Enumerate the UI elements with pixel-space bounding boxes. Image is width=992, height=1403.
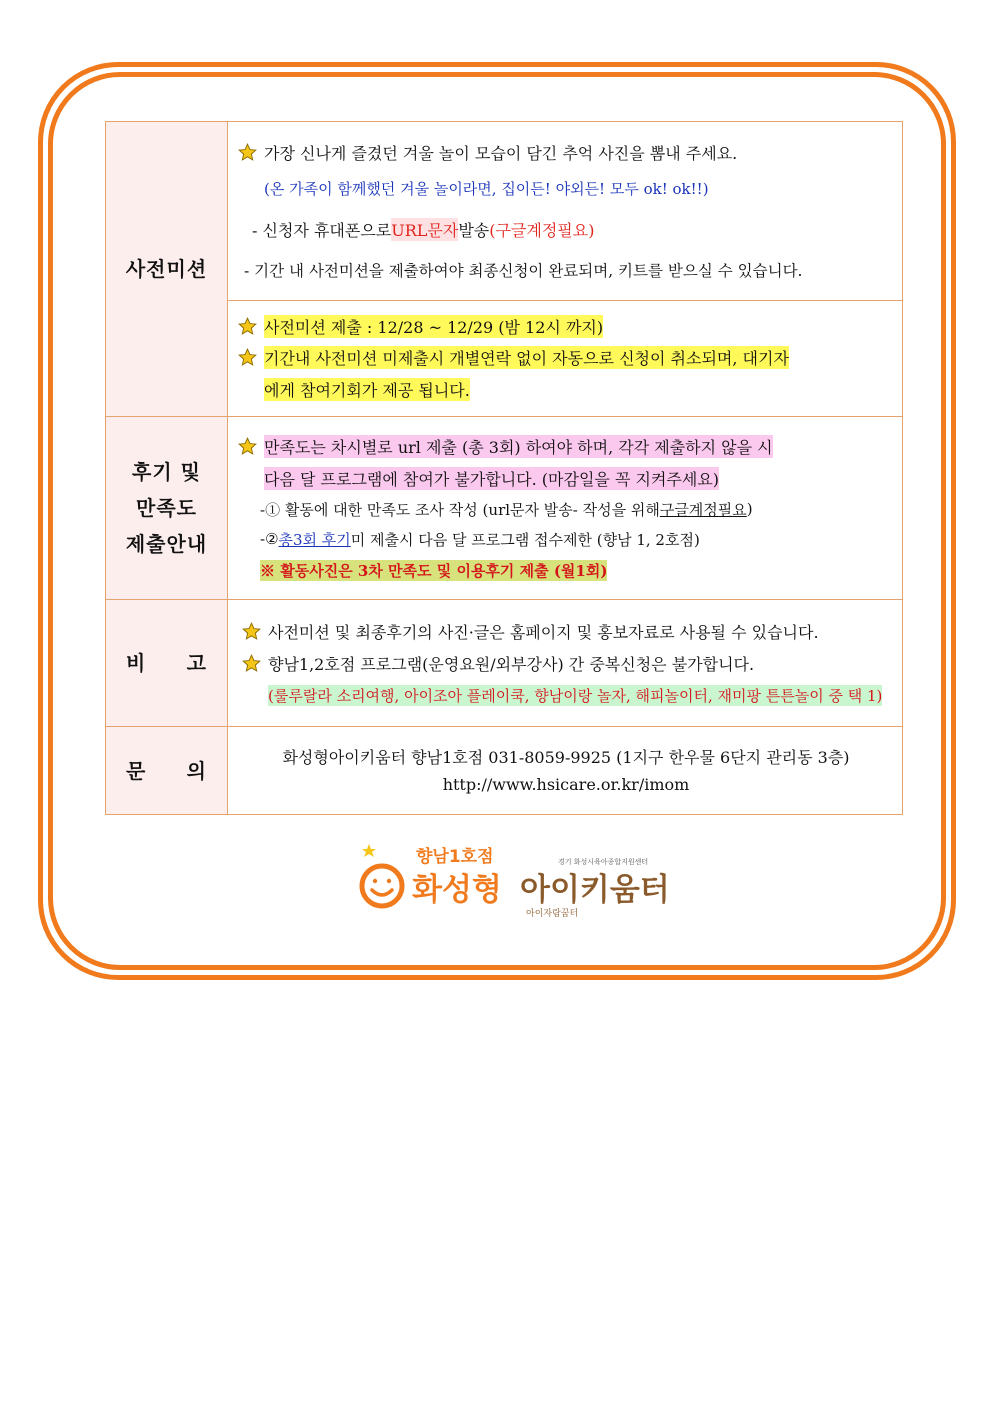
- review-note: [238, 554, 894, 586]
- contact-row: [106, 727, 903, 815]
- review-text-2: 다음 달 프로그램에 참여가 불가합니다. (마감일을 꼭 지켜주세요): [264, 467, 719, 490]
- mission-text-3: - 신청자 휴대폰으로: [252, 220, 392, 240]
- star-icon: [238, 143, 257, 162]
- remarks-line-2: [238, 647, 894, 679]
- review-text-1: 만족도는 차시별로 url 제출 (총 3회) 하여야 하며, 각각 제출하지 않을 시: [264, 435, 773, 458]
- review-header-line-1: 후기 및: [132, 460, 201, 484]
- review-line-2: [238, 462, 894, 494]
- remarks-row: [106, 600, 903, 727]
- activity-photo-note: ※ 활동사진은 3차 만족도 및 이용후기 제출 (월1회): [260, 561, 608, 580]
- hwaseong-ikiumteo-logo: [358, 842, 678, 922]
- remarks-line-1: [238, 615, 894, 647]
- program-list-note: (룰루랄라 소리여행, 아이조아 플레이쿡, 향남이랑 놀자, 해피놀이터, 재미팡 튼튼놀이 중 택 1): [268, 686, 883, 705]
- review-row: [106, 417, 903, 600]
- review-description: [228, 417, 903, 600]
- mission-text-1: 가장 신나게 즐겼던 겨울 놀이 모습이 담긴 추억 사진을 뽐내 주세요.: [264, 143, 738, 163]
- star-icon: [238, 317, 257, 336]
- google-account-required: 구글계정필요: [659, 500, 747, 519]
- remarks-text-1: 사전미션 및 최종후기의 사진·글은 홈페이지 및 홍보자료로 사용될 수 있습니다.: [268, 622, 819, 642]
- review-item-1-close: ): [746, 500, 753, 518]
- review-header: [106, 417, 228, 600]
- review-item-2-prefix: -②: [260, 530, 279, 548]
- mission-deadline-cell: [228, 301, 903, 417]
- mission-line-2: (온 가족이 함께했던 겨울 놀이라면, 집이든! 야외든! 모두 ok! ok!!): [264, 179, 709, 198]
- logo-branch: 향남1호점: [416, 847, 494, 867]
- warning-text-1: 기간내 사전미션 미제출시 개별연락 없이 자동으로 신청이 취소되며, 대기자: [264, 346, 789, 369]
- logo-name-b: 아이키움터: [520, 872, 670, 908]
- mission-line-1: [238, 136, 894, 168]
- total-3-reviews-link[interactable]: 총3회 후기: [278, 530, 351, 549]
- star-icon: [242, 622, 261, 641]
- star-icon: [242, 654, 261, 673]
- mission-row-top: [106, 122, 903, 301]
- google-account-note: (구글계정필요): [489, 220, 595, 240]
- review-header-line-3: 제출안내: [125, 532, 208, 556]
- contact-address: 화성형아이키움터 향남1호점 031-8059-9925 (1지구 한우물 6단지 관리동 3층): [282, 747, 850, 767]
- contact-header: 문 의: [106, 727, 228, 815]
- logo-name-a: 화성형: [412, 872, 502, 908]
- contact-url[interactable]: http://www.hsicare.or.kr/imom: [442, 774, 690, 794]
- mission-line-3: [238, 208, 894, 250]
- remarks-line-3: [238, 679, 894, 711]
- review-item-2: [238, 524, 894, 554]
- remarks-header: 비 고: [106, 600, 228, 727]
- review-header-line-2: 만족도: [136, 496, 197, 520]
- mission-header: 사전미션: [106, 122, 228, 417]
- review-item-1: [238, 494, 894, 524]
- contact-description: [228, 727, 903, 815]
- logo-partner: 경기 화성시육아종합지원센터: [558, 858, 649, 866]
- deadline-text: 사전미션 제출 : 12/28 ~ 12/29 (밤 12시 까지): [264, 315, 603, 338]
- warning-text-2: 에게 참여기회가 제공 됩니다.: [264, 378, 470, 401]
- warning-line-1: [238, 342, 894, 374]
- warning-line-2: [238, 374, 894, 406]
- logo-sub: 아이자람꿈터: [526, 909, 579, 919]
- url-text-label: URL문자: [391, 218, 458, 241]
- review-item-2-text: 미 제출시 다음 달 프로그램 접수제한 (향남 1, 2호점): [350, 530, 700, 549]
- remarks-text-2: 향남1,2호점 프로그램(운영요원/외부강사) 간 중복신청은 불가합니다.: [268, 654, 755, 674]
- mission-line-4: - 기간 내 사전미션을 제출하여야 최종신청이 완료되며, 키트를 받으실 수 있습니다.: [244, 262, 803, 280]
- remarks-description: [228, 600, 903, 727]
- child-face-icon: [362, 844, 402, 906]
- star-icon: [238, 437, 257, 456]
- review-line-1: [238, 430, 894, 462]
- deadline-line: [238, 312, 894, 342]
- mission-send-label: 발송: [458, 220, 490, 240]
- review-item-1-text: -① 활동에 대한 만족도 조사 작성 (url문자 발송- 작성을 위해: [260, 500, 660, 519]
- info-table: [105, 121, 903, 815]
- mission-description: [228, 122, 903, 301]
- star-icon: [238, 348, 257, 367]
